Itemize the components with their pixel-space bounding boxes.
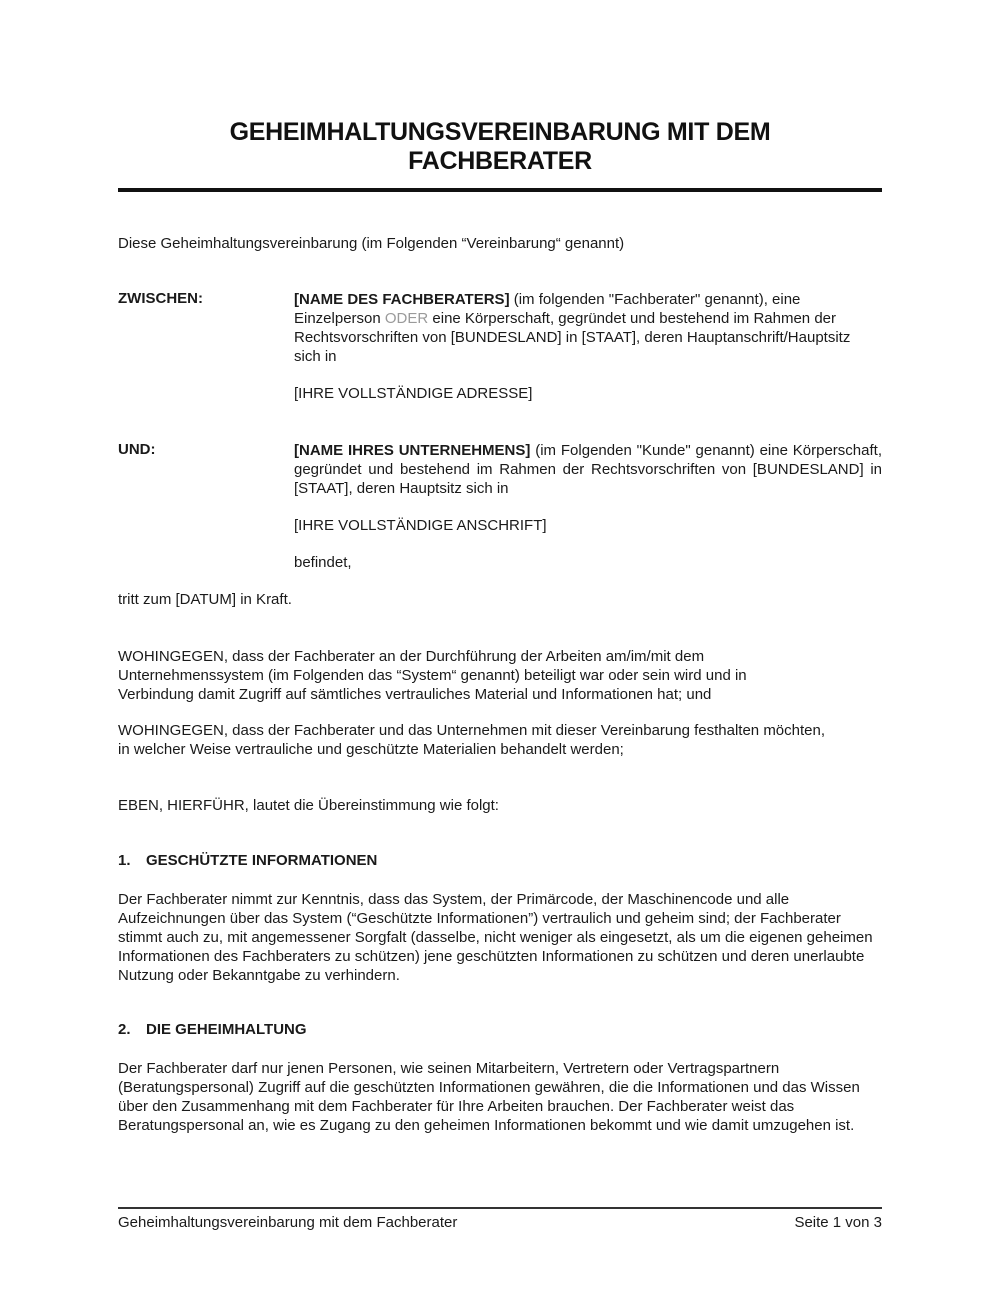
title-line-2: FACHBERATER xyxy=(408,147,592,175)
and-party-text: [NAME IHRES UNTERNEHMENS] (im Folgenden "Kunde" genannt) eine Körperschaft, gegründet und bestehend im Rahmen der Rechtsvorschriften von [BUNDESLAND] in [STAAT], deren Hauptsitz sich in xyxy=(294,442,882,497)
document-title xyxy=(118,118,882,176)
consultant-name-placeholder: [NAME DES FACHBERATERS] xyxy=(294,291,510,308)
and-label: UND: xyxy=(118,441,156,458)
or-option: ODER xyxy=(384,310,429,327)
company-name-placeholder: [NAME IHRES UNTERNEHMENS] xyxy=(294,442,531,459)
footer-document-title: Geheimhaltungsvereinbarung mit dem Fachberater xyxy=(118,1214,458,1231)
whereas-paragraph-1: WOHINGEGEN, dass der Fachberater an der Durchführung der Arbeiten am/im/mit dem Unternehmenssystem (im Folgenden das “System“ genannt) beteiligt war oder sein wird und in Verbindung damit Zugriff auf sämtliches vertrauliches Material und Informationen hat; und xyxy=(118,648,747,703)
section-2-body: Der Fachberater darf nur jenen Personen, wie seinen Mitarbeitern, Vertretern oder Vertragspartnern (Beratungspersonal) Zugriff auf die geschützten Informationen gewähren, die die Informationen und das Wissen über den Zusammenhang mit dem Fachberater für Ihre Arbeiten brauchen. Der Fachberater weist das Beratungspersonal an, wie es Zugang zu den geheimen Informationen bekommt und wie damit umzugehen ist. xyxy=(118,1060,860,1134)
title-line-1: GEHEIMHALTUNGSVEREINBARUNG MIT DEM xyxy=(229,118,771,146)
between-party-text: [NAME DES FACHBERATERS] (im folgenden "Fachberater" genannt), eine Einzelperson ODER eine Körperschaft, gegründet und bestehend im Rahmen der Rechtsvorschriften von [BUNDESLAND] in [STAAT], deren Hauptanschrift/Hauptsitz sich in xyxy=(294,291,851,365)
intro-paragraph: Diese Geheimhaltungsvereinbarung (im Folgenden “Vereinbarung“ genannt) xyxy=(118,235,625,252)
section-2-heading: 2. DIE GEHEIMHALTUNG xyxy=(118,1021,307,1038)
company-address-placeholder: [IHRE VOLLSTÄNDIGE ANSCHRIFT] xyxy=(294,517,547,534)
document-page xyxy=(118,0,882,1290)
section-1-body: Der Fachberater nimmt zur Kenntnis, dass das System, der Primärcode, der Maschinencode und alle Aufzeichnungen über das System (“Geschützte Informationen”) vertraulich und geheim sind; der Fachberater stimmt auch zu, mit angemessener Sorgfalt (dasselbe, nicht weniger als eingesetzt, als um die eigenen geheimen Informationen des Fachberaters zu schützen) jene geschützten Informationen zu schützen und deren unerlaubte Nutzung oder Bekanntgabe zu verhindern. xyxy=(118,891,873,984)
effective-date-text: tritt zum [DATUM] in Kraft. xyxy=(118,591,292,608)
whereas-paragraph-2: WOHINGEGEN, dass der Fachberater und das Unternehmen mit dieser Vereinbarung festhalten möchten, in welcher Weise vertrauliche und geschützte Materialien behandelt werden; xyxy=(118,722,826,758)
now-therefore-text: EBEN, HIERFÜHR, lautet die Übereinstimmung wie folgt: xyxy=(118,797,499,814)
footer-divider xyxy=(118,1207,882,1209)
title-divider xyxy=(118,188,882,192)
section-1-heading: 1. GESCHÜTZTE INFORMATIONEN xyxy=(118,852,378,869)
consultant-address-placeholder: [IHRE VOLLSTÄNDIGE ADRESSE] xyxy=(294,385,533,402)
footer-page-number: Seite 1 von 3 xyxy=(794,1214,882,1231)
between-label: ZWISCHEN: xyxy=(118,290,203,307)
located-text: befindet, xyxy=(294,554,352,571)
